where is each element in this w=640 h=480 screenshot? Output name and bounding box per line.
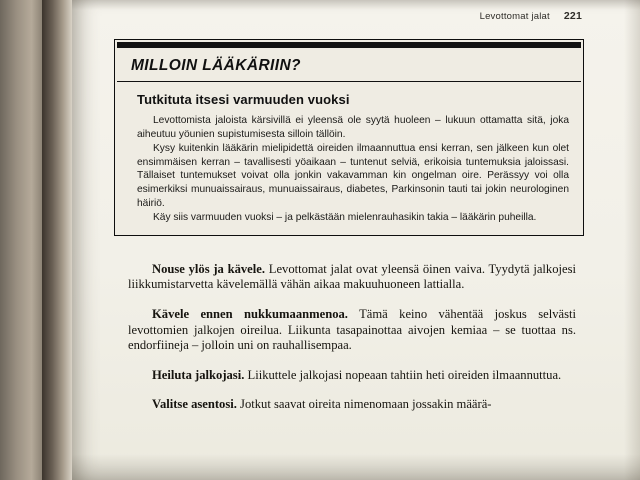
paragraph-lead-in: Valitse asentosi. [152,397,237,412]
callout-title: MILLOIN LÄÄKÄRIIN? [131,57,301,74]
paragraph-text: Levottomat jalat ovat yleensä öinen vaiva. Tyydytä jalkojesi liikkumistarvetta kävelemällä vähän aikaa makuuhuoneen lattialla. [128,261,577,292]
body-text [114,262,584,413]
paragraph-lead-in: Nouse ylös ja kävele. [152,261,266,276]
paragraph-lead-in: Heiluta jalkojasi. [152,367,245,382]
callout-subtitle: Tutkituta itsesi varmuuden vuoksi [137,92,350,107]
body-paragraph [128,307,576,354]
callout-box [114,39,584,236]
callout-paragraph: Levottomista jaloista kärsivillä ei yleensä ole syytä huoleen – lukuun ottamatta sitä, joka aiheutuu yöunien supistumisesta silloin tällöin. [137,115,569,140]
callout-divider [117,81,581,82]
paragraph-text: Liikuttele jalkojasi nopeaan tahtiin heti oireiden ilmaannuttua. [244,367,562,382]
paragraph-text: Tämä keino vähentää joskus selvästi levottomien jalkojen oireilua. Liikunta tasapainottaa aivojen kemiaa – se tuottaa ns. endorfiineja – jolloin uni on rauhallisempaa. [128,306,576,353]
body-paragraph [128,262,576,293]
callout-paragraph: Käy siis varmuuden vuoksi – ja pelkästään mielenrauhasikin takia – lääkärin puheilla. [153,212,537,224]
printed-page [72,0,640,480]
facing-page-edge [0,0,42,480]
book-gutter [42,0,72,480]
page-content [114,10,584,427]
body-paragraph [128,368,576,384]
callout-paragraph: Kysy kuitenkin lääkärin mielipidettä oireiden ilmaannuttua ensi kerran, sen jälkeen kun olet ensimmäisen kerran – tavallisesti yöaikaan – tuntenut selviä, erikoisia tuntemuksia jaloissasi. Tällaiset tuntemukset voivat olla jonkin vakavamman kin ongelman oire. Perässyy voi olla esimerkiksi munuaissairaus, munuaissairaus, diabetes, Parkinsonin tauti tai jokin neurologinen häiriö. [137,143,569,209]
running-head [114,10,584,22]
page-number: 221 [563,10,582,22]
paragraph-text: Jotkut saavat oireita nimenomaan jossakin määrä- [236,397,492,412]
body-paragraph-clipped [128,397,576,413]
running-head-title: Levottomat jalat [479,11,550,22]
paragraph-lead-in: Kävele ennen nukkumaanmenoa. [152,306,348,321]
